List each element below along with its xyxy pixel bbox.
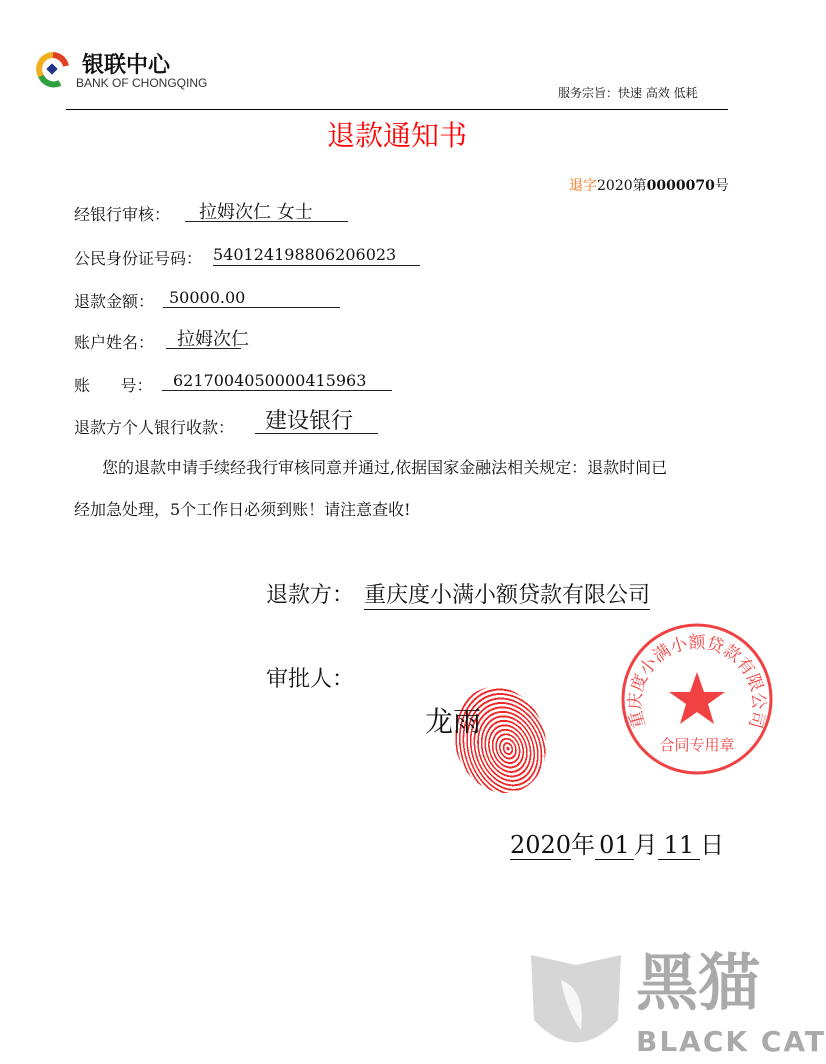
service-motto: 服务宗旨：快速 高效 低耗 (558, 86, 698, 100)
doc-prefix: 退字 (569, 178, 597, 194)
field-label-account-name: 账户姓名： (74, 333, 155, 352)
field-value-amount: 50000.00 (163, 288, 340, 308)
watermark-en: BLACK CAT (636, 1025, 826, 1058)
body-line-1: 您的退款申请手续经我行审核同意并通过,依据国家金融法相关规定：退款时间已 (102, 458, 668, 477)
payer-label: 退款方： (266, 583, 355, 608)
logo-text-en: BANK OF CHONGQING (76, 76, 208, 90)
seal-inner-text: 合同专用章 (659, 736, 735, 754)
logo-text-cn: 银联中心 (82, 53, 171, 78)
field-label-bank: 退款方个人银行收款： (74, 418, 235, 437)
doc-suffix: 号 (714, 178, 729, 194)
watermark-cn: 黑猫 (636, 946, 761, 1019)
bank-logo-icon (36, 52, 70, 86)
date-m: 月 (633, 831, 658, 859)
fingerprint-icon (439, 674, 561, 806)
date-month: 01 (595, 831, 634, 860)
payer-company: 重庆度小满小额贷款有限公司 (364, 578, 650, 610)
field-value-account-number: 6217004050000415963 (162, 371, 392, 391)
document-title: 退款通知书 (326, 119, 467, 152)
approver-label: 审批人： (266, 667, 355, 692)
issue-date (510, 825, 724, 860)
company-seal-icon (620, 622, 774, 776)
seal-outer-text: 重庆度小满小额贷款有限公司 (625, 632, 769, 731)
doc-mid: 第 (632, 178, 647, 194)
body-line-2: 经加急处理，5个工作日必须到账！请注意查收! (74, 500, 411, 519)
field-label-id: 公民身份证号码： (74, 249, 203, 268)
date-d: 日 (700, 831, 725, 859)
field-label-account-number: 账 号： (74, 376, 153, 395)
date-y: 年 (571, 831, 596, 859)
field-value-id: 540124198806206023 (213, 245, 420, 266)
document-number (569, 175, 729, 195)
field-label-review: 经银行审核： (74, 205, 171, 224)
field-label-amount: 退款金额： (74, 292, 155, 311)
header-divider (66, 109, 728, 110)
date-year: 2020 (510, 831, 572, 859)
doc-number-value: 0000070 (646, 178, 715, 194)
field-value-bank: 建设银行 (255, 404, 378, 434)
doc-year: 2020 (597, 178, 633, 194)
field-value-account-name: 拉姆次仁 (166, 325, 241, 349)
field-value-review: 拉姆次仁 女士 (185, 198, 348, 222)
date-day: 11 (658, 831, 701, 860)
approver-signature: 龙雨 (425, 705, 482, 738)
black-cat-logo-icon (526, 950, 626, 1060)
